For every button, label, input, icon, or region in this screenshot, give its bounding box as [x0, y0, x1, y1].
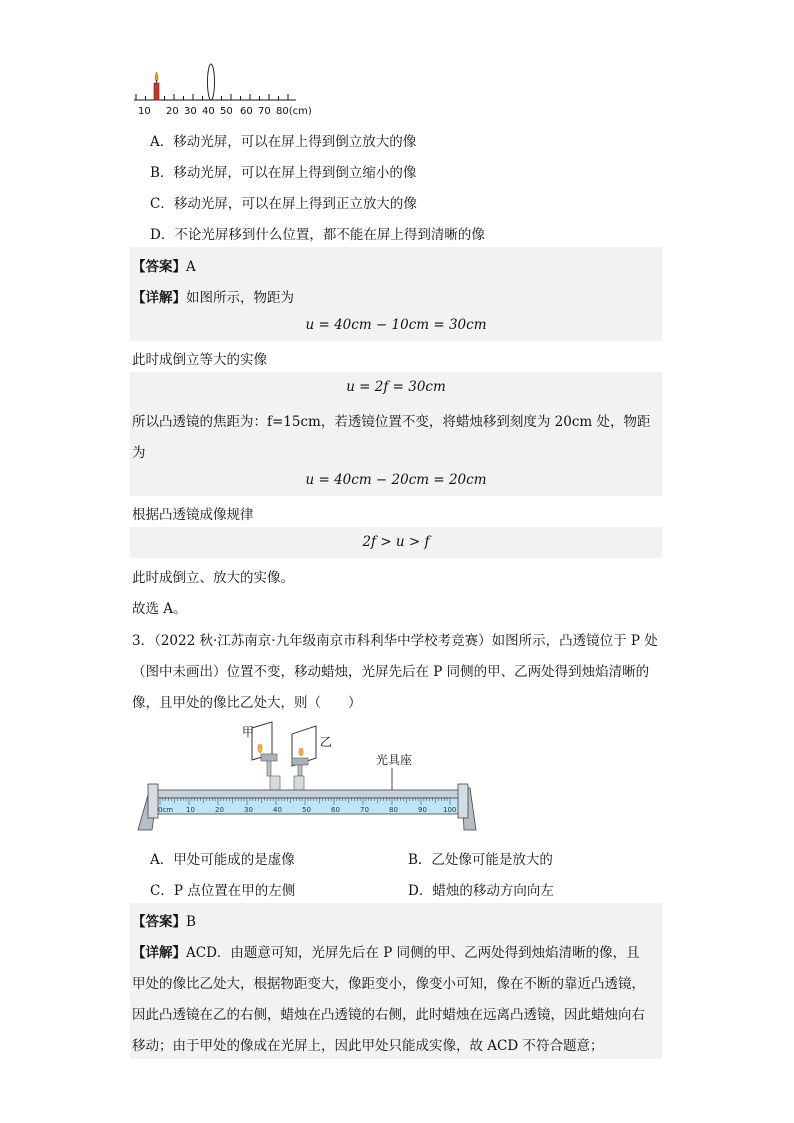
convex-lens-icon	[208, 64, 215, 100]
answer-value: B	[186, 914, 196, 930]
option-d: D．不论光屏移到什么位置，都不能在屏上得到清晰的像	[150, 227, 485, 243]
detail-label: 【详解】	[132, 945, 186, 961]
bench-scale-label: 90	[418, 806, 427, 814]
detail-text: 如图所示，物距为	[186, 290, 294, 306]
bench-scale-label: 10	[186, 806, 195, 814]
equation-3: u = 40cm − 20cm = 20cm	[305, 472, 487, 488]
bench-scale-label: 70	[360, 806, 369, 814]
answer-line	[132, 255, 196, 275]
bench-scale-label: 50	[302, 806, 311, 814]
screen-jia-icon	[252, 722, 280, 794]
text-line: 此时成倒立等大的实像	[132, 352, 267, 368]
detail-text: 移动；由于甲处的像成在光屏上，因此甲处只能成实像，故 ACD 不符合题意；	[132, 1038, 604, 1054]
option-c: C．移动光屏，可以在屏上得到正立放大的像	[150, 196, 417, 212]
ruler-tick-label: 80(cm)	[276, 106, 312, 117]
ruler-tick-label: 40	[202, 106, 215, 117]
label-yi: 乙	[320, 735, 333, 749]
answer-label: 【答案】	[132, 914, 186, 930]
equation-1: u = 40cm − 10cm = 30cm	[305, 317, 487, 333]
bench-rail	[150, 790, 462, 798]
answer-line	[132, 910, 196, 930]
detail-label: 【详解】	[132, 290, 186, 306]
answer-value: A	[186, 259, 196, 275]
bench-scale-label: 0cm	[158, 806, 174, 814]
option-b: B．移动光屏，可以在屏上得到倒立缩小的像	[150, 165, 417, 181]
ruler-tick-label: 70	[258, 106, 271, 117]
answer-label: 【答案】	[132, 259, 186, 275]
detail-text: ACD．由题意可知，光屏先后在 P 同侧的甲、乙两处得到烛焰清晰的像，且	[186, 945, 640, 961]
ruler-tick-label: 60	[240, 106, 253, 117]
detail-line	[132, 286, 294, 306]
text-line: 所以凸透镜的焦距为：f=15cm，若透镜位置不变，将蜡烛移到刻度为 20cm 处，物距	[132, 414, 651, 430]
bench-scale-label: 40	[273, 806, 282, 814]
option-a: A．甲处可能成的是虚像	[150, 852, 295, 868]
text-line: 为	[132, 445, 146, 461]
equation-2: u = 2f = 30cm	[346, 379, 446, 395]
detail-line	[132, 941, 640, 961]
ruler-tick-label: 20	[166, 106, 179, 117]
bench-right-post	[458, 784, 468, 818]
ruler-tick-label: 30	[184, 106, 197, 117]
text-line: 故选 A。	[132, 601, 187, 617]
bench-left-post	[148, 784, 158, 818]
detail-text: 因此凸透镜在乙的右侧，蜡烛在凸透镜的右侧，此时蜡烛在远离凸透镜，因此蜡烛向右	[132, 1007, 645, 1023]
bench-scale-label: 30	[244, 806, 253, 814]
text-line: 根据凸透镜成像规律	[132, 507, 254, 523]
option-c: C．P 点位置在甲的左侧	[150, 883, 296, 899]
detail-text: 甲处的像比乙处大，根据物距变大，像距变小，像变小可知，像在不断的靠近凸透镜，	[132, 976, 645, 992]
option-b: B．乙处像可能是放大的	[408, 852, 553, 868]
optical-bench-figure	[130, 718, 482, 836]
question-stem: （图中未画出）位置不变，移动蜡烛，光屏先后在 P 同侧的甲、乙两处得到烛焰清晰的	[132, 664, 650, 680]
candle-lens-ruler-figure	[128, 58, 328, 120]
screen-yi-icon	[292, 726, 316, 794]
label-bench: 光具座	[376, 753, 413, 767]
question-stem: 3．（2022 秋·江苏南京·九年级南京市科利华中学校考竞赛）如图所示，凸透镜位于 P 处	[132, 633, 658, 649]
ruler-tick-label: 10	[138, 106, 151, 117]
option-a: A．移动光屏，可以在屏上得到倒立放大的像	[150, 134, 417, 150]
equation-4: 2f > u > f	[362, 534, 430, 550]
candle-icon	[154, 72, 159, 100]
question-stem: 像，且甲处的像比乙处大，则（ ）	[132, 695, 362, 711]
bench-scale-label: 100	[443, 806, 457, 814]
bench-scale-label: 80	[389, 806, 398, 814]
text-line: 此时成倒立、放大的实像。	[132, 570, 294, 586]
ruler-tick-label: 50	[220, 106, 233, 117]
bench-scale-label: 20	[215, 806, 224, 814]
option-d: D．蜡烛的移动方向向左	[408, 883, 554, 899]
bench-scale-label: 60	[331, 806, 340, 814]
label-jia: 甲	[242, 725, 255, 739]
